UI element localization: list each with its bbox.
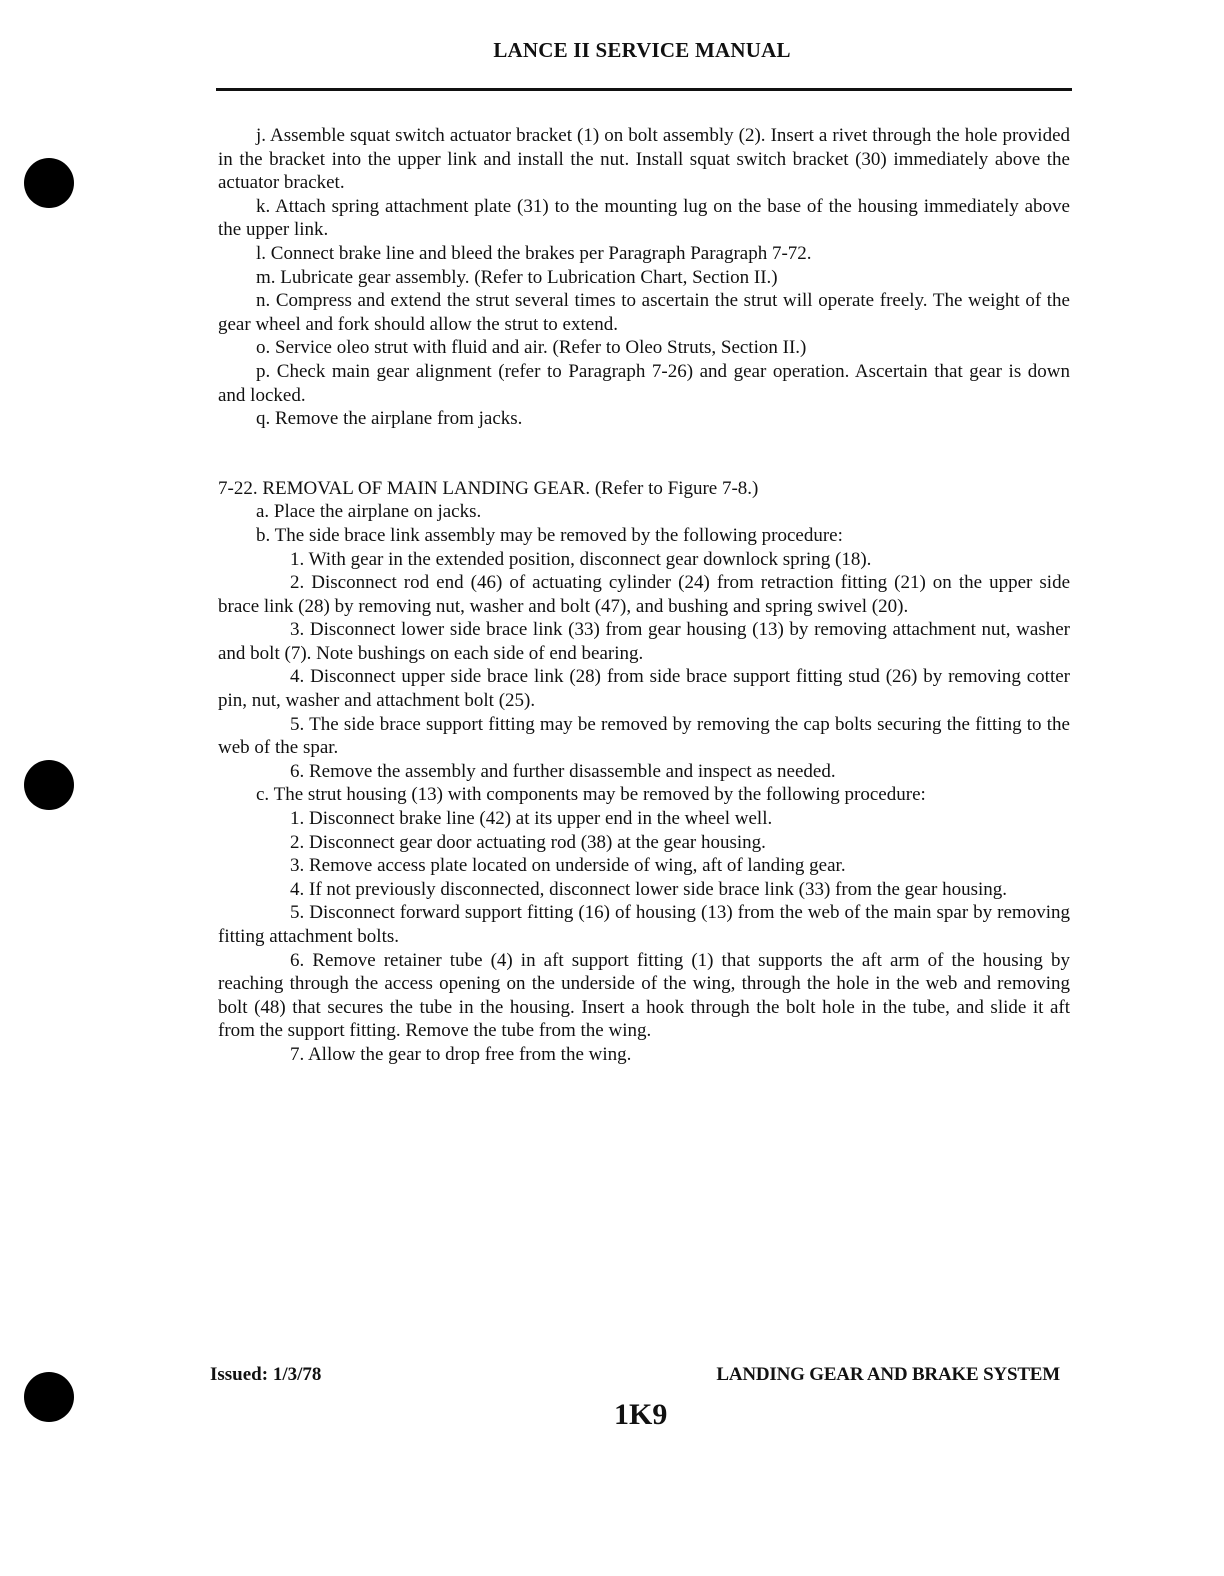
section-heading: 7-22. REMOVAL OF MAIN LANDING GEAR. (Refer to Figure 7-8.) (218, 477, 759, 499)
step-paragraph: 1. With gear in the extended position, disconnect gear downlock spring (18). (290, 548, 872, 570)
issued-date: Issued: 1/3/78 (210, 1364, 322, 1385)
step-paragraph: 3. Remove access plate located on underside of wing, aft of landing gear. (290, 855, 846, 877)
step-paragraph: 1. Disconnect brake line (42) at its upper end in the wheel well. (290, 808, 773, 830)
step-paragraph: 2. Disconnect rod end (46) of actuating cylinder (24) from retraction fitting (21) on the upper side brace link (28) by removing nut, washer and bolt (47), and bushing and spring swivel (20). (218, 572, 1070, 617)
step-paragraph: 5. Disconnect forward support fitting (16) of housing (13) from the web of the main spar by removing fitting attachment bolts. (218, 902, 1070, 947)
step-paragraph: 4. If not previously disconnected, disconnect lower side brace link (33) from the gear housing. (290, 878, 1008, 900)
step-paragraph: c. The strut housing (13) with components may be removed by the following procedure: (256, 784, 926, 806)
step-paragraph: 7. Allow the gear to drop free from the wing. (290, 1043, 632, 1065)
step-paragraph: a. Place the airplane on jacks. (256, 501, 482, 523)
binder-hole-top (24, 158, 74, 208)
step-paragraph: 6. Remove the assembly and further disassemble and inspect as needed. (290, 760, 836, 782)
procedure-steps-continued (218, 124, 1070, 431)
step-paragraph: 2. Disconnect gear door actuating rod (38) at the gear housing. (290, 831, 766, 853)
step-paragraph: l. Connect brake line and bleed the brakes per Paragraph Paragraph 7-72. (256, 242, 812, 264)
removal-procedure-steps (218, 500, 1070, 1066)
step-paragraph: 6. Remove retainer tube (4) in aft support fitting (1) that supports the aft arm of the housing by reaching through the access opening on the underside of the wing, through the hole in the web and removing bolt (48) that secures the tube in the housing. Insert a hook through the bolt hole in the tube, and slide it aft from the support fitting. Remove the tube from the wing. (218, 949, 1070, 1042)
binder-hole-bottom (24, 1372, 74, 1422)
page-body (218, 124, 1070, 1067)
step-paragraph: 5. The side brace support fitting may be removed by removing the cap bolts securing the fitting to the web of the spar. (218, 713, 1070, 759)
step-paragraph: b. The side brace link assembly may be removed by the following procedure: (256, 524, 843, 546)
step-paragraph: n. Compress and extend the strut several times to ascertain the strut will operate freely. The weight of the gear wheel and fork should allow the strut to extend. (218, 290, 1070, 335)
step-paragraph: o. Service oleo strut with fluid and air. (Refer to Oleo Struts, Section II.) (256, 337, 807, 359)
step-paragraph: j. Assemble squat switch actuator bracket (1) on bolt assembly (2). Insert a rivet through the hole provided in the bracket into the upper link and install the nut. Install squat switch bracket (30) immediately above the actuator bracket. (218, 125, 1070, 194)
step-paragraph: q. Remove the airplane from jacks. (256, 408, 523, 430)
step-paragraph: 3. Disconnect lower side brace link (33) from gear housing (13) by removing attachment nut, washer and bolt (7). Note bushings on each side of end bearing. (218, 619, 1070, 664)
step-paragraph: k. Attach spring attachment plate (31) to the mounting lug on the base of the housing immediately above the upper link. (218, 195, 1070, 241)
binder-hole-middle (24, 760, 74, 810)
page-header-title: LANCE II SERVICE MANUAL (493, 38, 791, 62)
step-paragraph: m. Lubricate gear assembly. (Refer to Lubrication Chart, Section II.) (256, 266, 778, 288)
header-divider (216, 88, 1072, 91)
step-paragraph: 4. Disconnect upper side brace link (28) from side brace support fitting stud (26) by removing cotter pin, nut, washer and attachment bolt (25). (218, 666, 1070, 712)
step-paragraph: p. Check main gear alignment (refer to Paragraph 7-26) and gear operation. Ascertain that gear is down and locked. (218, 360, 1070, 406)
section-spacer (218, 431, 1070, 477)
page-code: 1K9 (614, 1398, 668, 1431)
footer-section-name: LANDING GEAR AND BRAKE SYSTEM (716, 1364, 1060, 1385)
